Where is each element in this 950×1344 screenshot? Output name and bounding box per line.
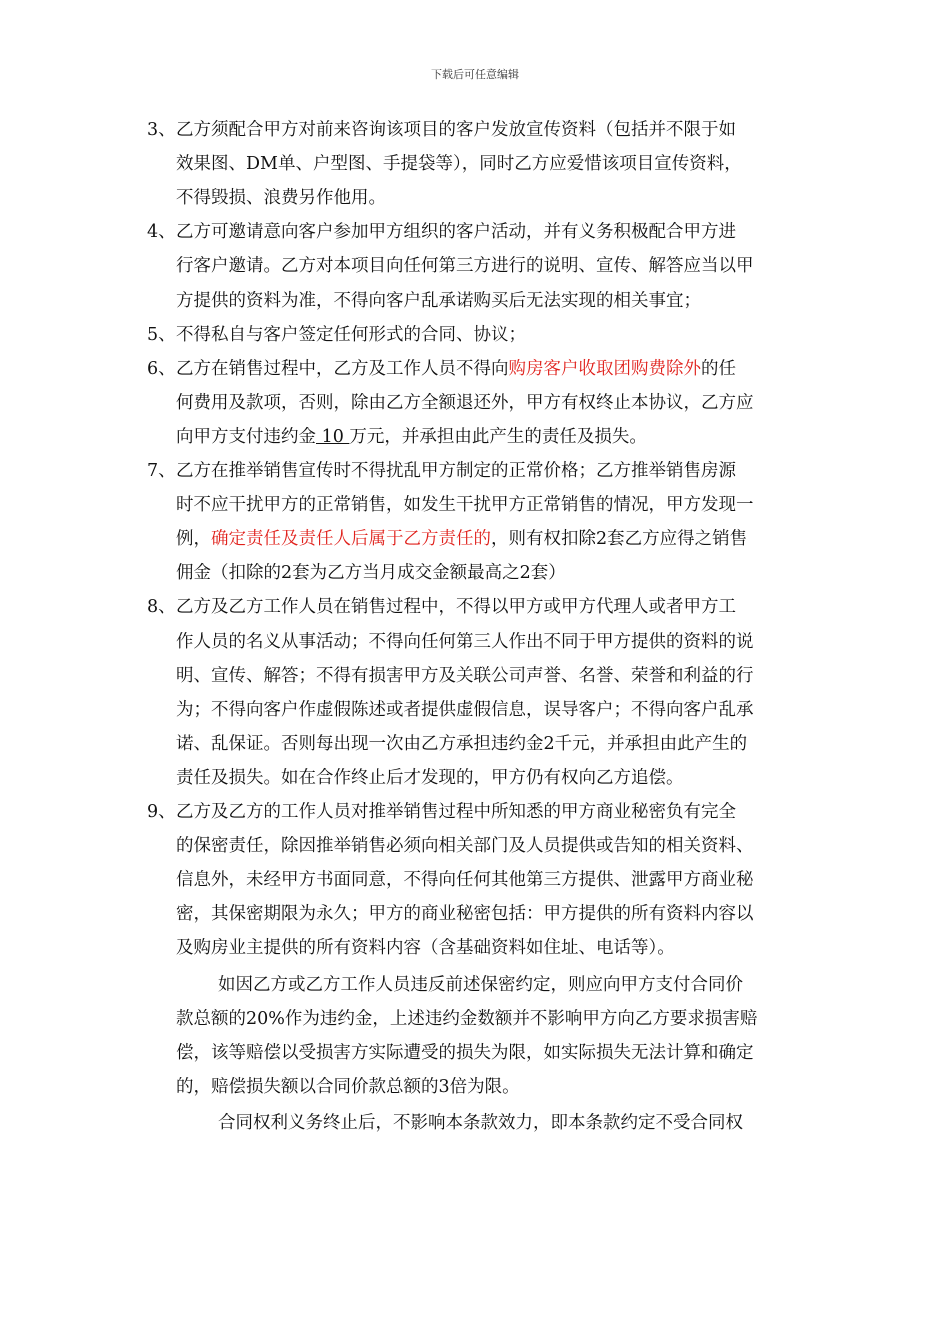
text-run: 行客户邀请。乙方对本项目向任何第三方进行的说明、宣传、解答应当以甲: [176, 256, 754, 277]
clause-line: [176, 254, 754, 278]
clause-line: [176, 868, 754, 892]
paragraph-line: [218, 973, 743, 997]
text-run: 佣金（扣除的2套为乙方当月成交金额最高之2套）: [176, 563, 566, 584]
clause-number: 9、: [147, 802, 176, 822]
clause-number: 6、: [147, 358, 176, 379]
text-run: 的保密责任，除因推举销售必须向相关部门及人员提供或告知的相关资料、: [176, 836, 754, 857]
text-run: 及购房业主提供的所有资料内容（含基础资料如住址、电话等）。: [176, 938, 675, 959]
text-run: 向甲方支付违约金: [176, 426, 316, 447]
text-run: 万元，并承担由此产生的责任及损失。: [349, 426, 647, 447]
clause-line: [176, 289, 701, 313]
text-run: 不得毁损、浪费另作他用。: [176, 188, 386, 209]
text-run: 乙方在销售过程中，乙方及工作人员不得向: [176, 358, 509, 379]
clause-line: [176, 186, 386, 210]
text-run: 例，: [176, 529, 211, 550]
text-run: 密，其保密期限为永久；甲方的商业秘密包括：甲方提供的所有资料内容以: [176, 904, 754, 925]
text-run: 乙方及乙方的工作人员对推举销售过程中所知悉的甲方商业秘密负有完全: [176, 802, 736, 822]
clause-line: [176, 664, 754, 688]
text-run: 效果图、DM单、户型图、手提袋等），同时乙方应爱惜该项目宣传资料，: [176, 154, 742, 175]
text-run: 乙方及乙方工作人员在销售过程中，不得以甲方或甲方代理人或者甲方工: [176, 597, 736, 618]
clause-line: [176, 323, 526, 347]
clause-line: [176, 357, 736, 381]
text-run: 如因乙方或乙方工作人员违反前述保密约定，则应向甲方支付合同价: [218, 974, 743, 995]
highlighted-text: 购房客户收取团购费除外: [508, 358, 701, 379]
clause-number: 8、: [147, 597, 176, 618]
clause-line: [176, 766, 684, 790]
page-header: 下载后可任意编辑: [431, 68, 519, 81]
highlighted-text: 确定责任及责任人后属于乙方责任的: [211, 529, 491, 550]
text-run: 乙方在推举销售宣传时不得扰乱甲方制定的正常价格；乙方推举销售房源: [176, 461, 736, 481]
clause-line: [176, 595, 736, 619]
paragraph-line: [176, 1041, 754, 1065]
clause-line: [176, 698, 754, 722]
clause-line: [176, 902, 754, 926]
clause-number: 5、: [147, 324, 176, 345]
text-run: 明、宣传、解答；不得有损害甲方及关联公司声誉、名誉、荣誉和利益的行: [176, 665, 754, 686]
paragraph-line: [176, 1007, 757, 1031]
clause-number: 7、: [147, 461, 176, 481]
clause-number: 3、: [147, 120, 176, 140]
paragraph-line: [218, 1111, 743, 1135]
clause-line: [176, 561, 566, 585]
clause-line: [176, 152, 742, 176]
clause-number: 4、: [147, 222, 176, 243]
text-run: 作人员的名义从事活动；不得向任何第三人作出不同于甲方提供的资料的说: [176, 631, 754, 652]
underlined-value: 10: [316, 426, 350, 447]
paragraph-line: [176, 1075, 520, 1099]
clause-line: [176, 800, 736, 824]
clause-line: [176, 391, 754, 415]
clause-line: [176, 834, 754, 858]
text-run: 方提供的资料为准，不得向客户乱承诺购买后无法实现的相关事宜；: [176, 290, 701, 311]
text-run: 的任: [701, 358, 736, 379]
clause-line: [176, 425, 647, 449]
text-run: 不得私自与客户签定任何形式的合同、协议；: [176, 324, 526, 345]
text-run: ，则有权扣除2套乙方应得之销售: [491, 529, 748, 550]
text-run: 何费用及款项，否则，除由乙方全额退还外，甲方有权终止本协议，乙方应: [176, 392, 754, 413]
clause-line: [176, 936, 675, 960]
text-run: 偿，该等赔偿以受损害方实际遭受的损失为限，如实际损失无法计算和确定: [176, 1042, 754, 1063]
clause-line: [176, 493, 754, 517]
text-run: 为；不得向客户作虚假陈述或者提供虚假信息，误导客户；不得向客户乱承: [176, 699, 754, 720]
clause-line: [176, 732, 747, 756]
clause-line: [176, 459, 736, 483]
clause-line: [176, 527, 747, 551]
text-run: 合同权利义务终止后，不影响本条款效力，即本条款约定不受合同权: [218, 1112, 743, 1133]
text-run: 的，赔偿损失额以合同价款总额的3倍为限。: [176, 1076, 520, 1097]
clause-line: [176, 630, 754, 654]
text-run: 责任及损失。如在合作终止后才发现的，甲方仍有权向乙方追偿。: [176, 767, 684, 788]
text-run: 款总额的20%作为违约金，上述违约金数额并不影响甲方向乙方要求损害赔: [176, 1008, 758, 1029]
text-run: 信息外，未经甲方书面同意，不得向任何其他第三方提供、泄露甲方商业秘: [176, 870, 754, 891]
clause-line: [176, 118, 736, 142]
text-run: 乙方可邀请意向客户参加甲方组织的客户活动，并有义务积极配合甲方进: [176, 222, 736, 243]
text-run: 诺、乱保证。否则每出现一次由乙方承担违约金2千元，并承担由此产生的: [176, 733, 748, 754]
text-run: 乙方须配合甲方对前来咨询该项目的客户发放宣传资料（包括并不限于如: [176, 120, 736, 140]
text-run: 时不应干扰甲方的正常销售，如发生干扰甲方正常销售的情况，甲方发现一: [176, 495, 754, 516]
clause-line: [176, 220, 736, 244]
